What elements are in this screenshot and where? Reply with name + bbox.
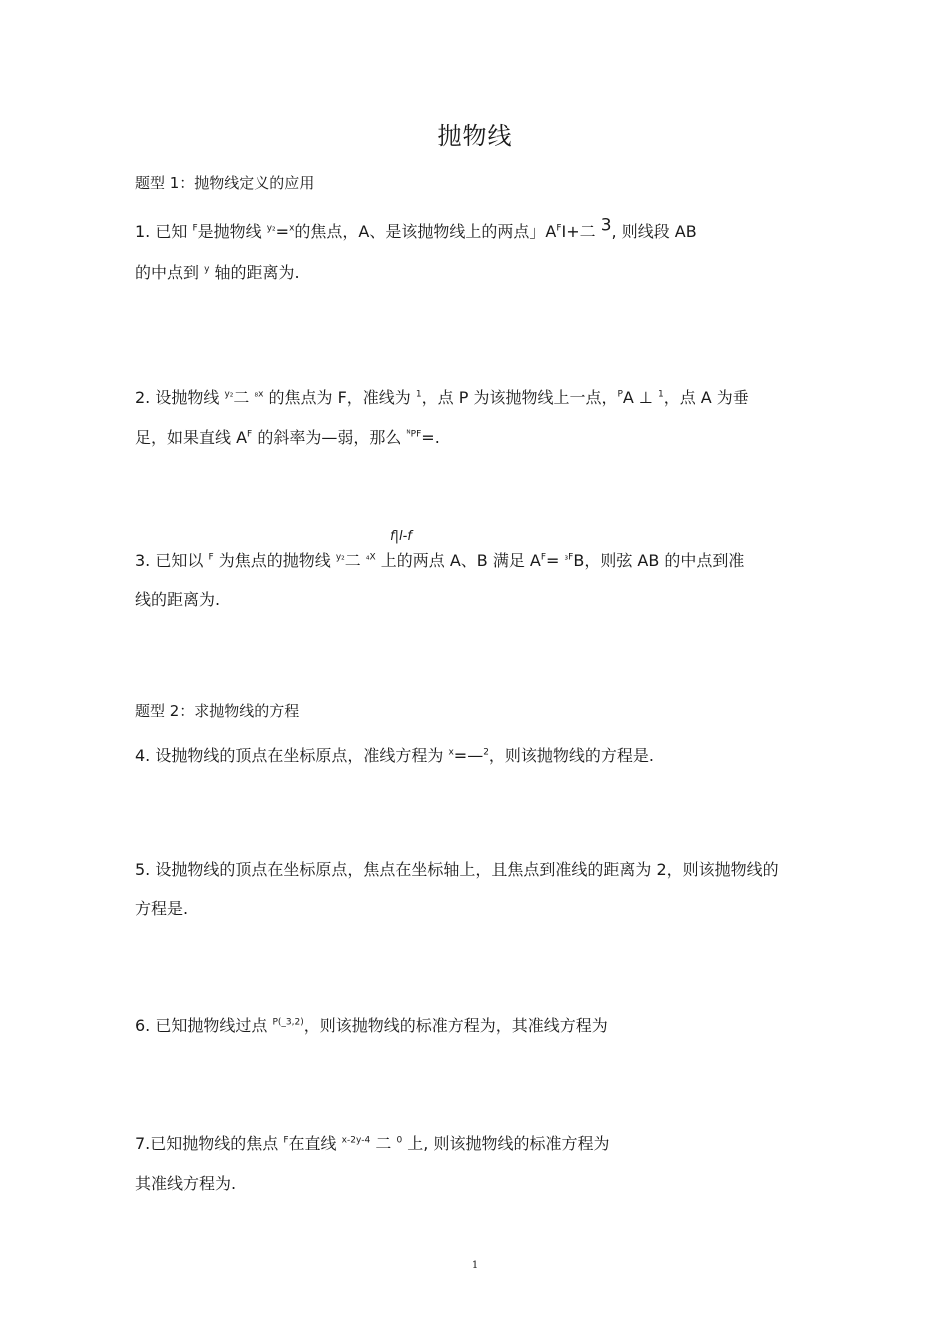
q4-text: 4. 设抛物线的顶点在坐标原点，准线方程为	[135, 746, 449, 765]
question-4	[135, 745, 654, 767]
q6-text: ，则该抛物线的标准方程为，其准线方程为	[303, 1016, 608, 1035]
question-2-line-1	[135, 387, 749, 409]
q1-math: x	[289, 223, 295, 234]
q1-text: 的中点到	[135, 263, 205, 282]
q3-text: B，则弦 AB 的中点到准	[573, 551, 745, 570]
q7-math: 2y	[350, 1135, 362, 1146]
section-heading-2: 题型 2：求抛物线的方程	[135, 702, 300, 720]
q1-math: y	[204, 264, 210, 275]
q3-text: 为焦点的抛物线	[213, 551, 336, 570]
q1-text: 1. 已知	[135, 222, 193, 241]
q1-math: y₂	[266, 223, 276, 234]
q7-math: F	[283, 1135, 289, 1146]
q1-math: F	[556, 223, 562, 234]
q2-math: ᴺPF	[406, 429, 422, 440]
q3-math: F	[540, 552, 547, 563]
q3-math: ₄X	[365, 552, 376, 563]
q3-math: F	[208, 552, 214, 563]
q2-math: 1	[415, 389, 422, 400]
q7-math: -	[361, 1135, 365, 1146]
question-1-line-2	[135, 262, 300, 284]
q3-overline-mark: f|l-f	[390, 529, 412, 544]
q1-math: =	[275, 222, 290, 241]
q2-text: =.	[421, 428, 440, 447]
q7-text: 上, 则该抛物线的标准方程为	[402, 1134, 610, 1153]
question-2-line-2	[135, 427, 440, 449]
q7-math: 0	[396, 1135, 403, 1146]
question-7-line-2: 其准线方程为.	[135, 1174, 237, 1193]
question-3-line-1	[135, 550, 744, 572]
question-6	[135, 1015, 608, 1037]
q2-math: P	[617, 389, 623, 400]
q1-math: 3	[600, 215, 612, 236]
question-7-line-1	[135, 1133, 609, 1155]
q3-math: 二	[344, 551, 366, 570]
q1-math: F	[192, 223, 198, 234]
q7-text: 在直线	[288, 1134, 342, 1153]
q7-math: -	[346, 1135, 351, 1146]
q3-math: ₃F	[564, 552, 574, 563]
q3-text: 上的两点 A、B 满足 A	[375, 551, 541, 570]
q4-math: =—	[453, 746, 484, 765]
q1-text: 轴的距离为.	[209, 263, 300, 282]
page-title: 抛物线	[437, 122, 513, 150]
q1-math: I+二	[561, 222, 601, 241]
q2-math: F	[247, 429, 253, 440]
question-3-line-2: 线的距离为.	[135, 590, 221, 609]
q2-math: 1	[657, 389, 664, 400]
q2-text: 2. 设抛物线	[135, 388, 225, 407]
q1-text: , 则线段 AB	[611, 222, 697, 241]
q4-math: 2	[483, 747, 489, 758]
q4-math: x	[448, 747, 454, 758]
q3-math: =	[546, 551, 565, 570]
q2-text: ，点 P 为该抛物线上一点，	[421, 388, 618, 407]
q1-text: 的焦点，A、是该抛物线上的两点」A	[294, 222, 557, 241]
q3-text: 3. 已知以	[135, 551, 209, 570]
q3-math: y₂	[335, 552, 345, 563]
q2-text: ，点 A 为垂	[663, 388, 749, 407]
q6-text: 6. 已知抛物线过点	[135, 1016, 273, 1035]
q2-text: 的斜率为—弱，那么	[252, 428, 407, 447]
page-number: 1	[471, 1260, 479, 1271]
q7-math: 二	[370, 1134, 397, 1153]
q1-text: 是抛物线	[197, 222, 267, 241]
question-5-line-1: 5. 设抛物线的顶点在坐标原点，焦点在坐标轴上，且焦点到准线的距离为 2，则该抛物线的	[135, 860, 779, 879]
q4-text: ，则该抛物线的方程是.	[488, 746, 655, 765]
q2-text: 足，如果直线 A	[135, 428, 248, 447]
q2-math: A ⊥	[622, 388, 658, 407]
q2-text: 的焦点为 F，准线为	[263, 388, 416, 407]
q7-math: x	[341, 1135, 347, 1146]
q2-math: y₂	[224, 389, 234, 400]
q2-math: 二	[233, 388, 255, 407]
section-heading-1: 题型 1：抛物线定义的应用	[135, 174, 315, 192]
question-5-line-2: 方程是.	[135, 899, 189, 918]
q7-text: 7.已知抛物线的焦点	[135, 1134, 284, 1153]
question-1-line-1	[135, 215, 697, 243]
q2-math: ₈x	[254, 389, 264, 400]
q6-math: P(_3,2)	[272, 1017, 304, 1028]
q7-math: 4	[364, 1135, 371, 1146]
